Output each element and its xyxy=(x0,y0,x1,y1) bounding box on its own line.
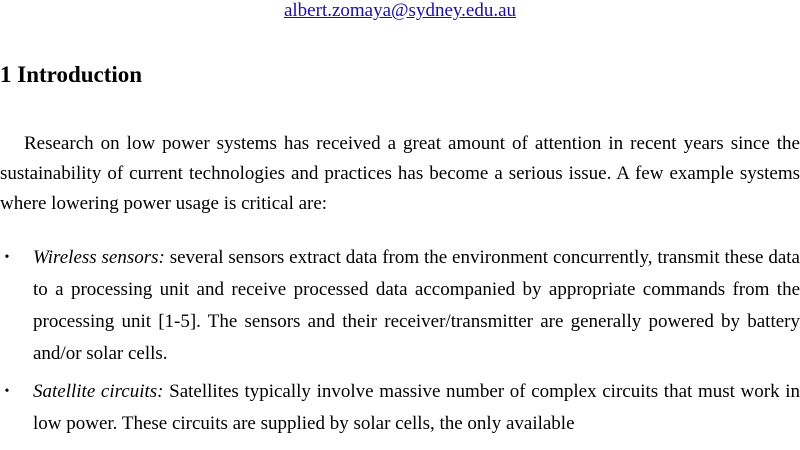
bullet-term: Wireless sensors: xyxy=(33,247,165,268)
bullet-icon: • xyxy=(4,250,10,265)
list-item-satellite-circuits xyxy=(0,376,800,440)
bullet-icon: • xyxy=(4,384,10,399)
bullet-text: several sensors extract data from the environment concurrently, transmit these data to a processing unit and receive processed data accompanied by appropriate commands from the processing unit [1-5]. The sensors and their receiver/transmitter are generally powered by battery and/or solar cells. xyxy=(33,247,800,364)
bullet-text: Satellites typically involve massive number of complex circuits that must work in low power. These circuits are supplied by solar cells, the only available xyxy=(33,381,800,434)
intro-paragraph: Research on low power systems has received a great amount of attention in recent years since the sustainability of current technologies and practices has become a serious issue. A few example systems where lowering power usage is critical are: xyxy=(0,133,800,214)
bullet-list xyxy=(0,242,800,446)
author-email-link[interactable]: albert.zomaya@sydney.edu.au xyxy=(283,0,517,21)
section-heading: 1 Introduction xyxy=(0,62,143,87)
list-item-wireless-sensors xyxy=(0,242,800,370)
bullet-term: Satellite circuits: xyxy=(33,381,164,402)
